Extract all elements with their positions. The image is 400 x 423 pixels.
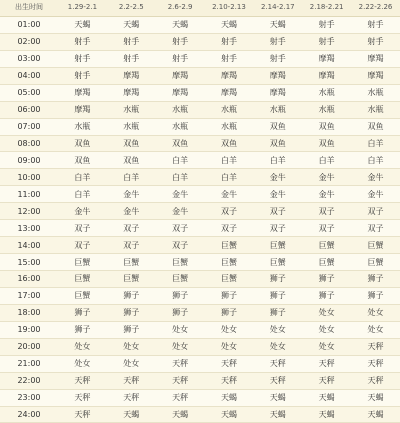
- sign-cell: 摩羯: [205, 84, 254, 101]
- header-range: 2.18-2.21: [302, 0, 351, 16]
- sign-cell: 射手: [156, 50, 205, 67]
- sign-cell: 天秤: [205, 372, 254, 389]
- table-row: [0, 135, 400, 152]
- sign-cell: 天蝎: [351, 406, 400, 423]
- sign-cell: 巨蟹: [205, 271, 254, 288]
- sign-cell: 双鱼: [302, 135, 351, 152]
- row-time: 04:00: [0, 67, 58, 84]
- row-time: 02:00: [0, 33, 58, 50]
- sign-cell: 巨蟹: [205, 254, 254, 271]
- sign-cell: 狮子: [58, 304, 107, 321]
- sign-cell: 双子: [205, 220, 254, 237]
- table-row: [0, 287, 400, 304]
- table-row: [0, 186, 400, 203]
- sign-cell: 水瓶: [58, 118, 107, 135]
- header-range: 2.6-2.9: [156, 0, 205, 16]
- sign-cell: 天秤: [351, 338, 400, 355]
- sign-cell: 射手: [205, 33, 254, 50]
- sign-cell: 白羊: [156, 152, 205, 169]
- sign-cell: 金牛: [156, 186, 205, 203]
- sign-cell: 水瓶: [351, 84, 400, 101]
- row-time: 13:00: [0, 220, 58, 237]
- sign-cell: 狮子: [58, 321, 107, 338]
- sign-cell: 摩羯: [351, 50, 400, 67]
- sign-cell: 金牛: [351, 186, 400, 203]
- sign-cell: 白羊: [156, 169, 205, 186]
- sign-cell: 摩羯: [253, 84, 302, 101]
- sign-cell: 狮子: [253, 287, 302, 304]
- row-time: 11:00: [0, 186, 58, 203]
- sign-cell: 天蝎: [156, 406, 205, 423]
- table-row: [0, 203, 400, 220]
- header-time: 出生时间: [0, 0, 58, 16]
- sign-cell: 摩羯: [351, 67, 400, 84]
- sign-cell: 射手: [205, 50, 254, 67]
- sign-cell: 双子: [205, 203, 254, 220]
- sign-cell: 白羊: [58, 169, 107, 186]
- sign-cell: 射手: [302, 33, 351, 50]
- header-range: 1.29-2.1: [58, 0, 107, 16]
- sign-cell: 双子: [58, 237, 107, 254]
- sign-cell: 天蝎: [156, 16, 205, 33]
- sign-cell: 双子: [58, 220, 107, 237]
- sign-cell: 天蝎: [253, 389, 302, 406]
- sign-cell: 双子: [156, 237, 205, 254]
- table-row: [0, 372, 400, 389]
- table-row: [0, 237, 400, 254]
- sign-cell: 射手: [107, 50, 156, 67]
- sign-cell: 摩羯: [58, 84, 107, 101]
- sign-cell: 水瓶: [156, 101, 205, 118]
- sign-cell: 天蝎: [253, 406, 302, 423]
- sign-cell: 射手: [58, 33, 107, 50]
- sign-cell: 双子: [107, 220, 156, 237]
- sign-cell: 白羊: [351, 135, 400, 152]
- sign-cell: 白羊: [107, 169, 156, 186]
- sign-cell: 狮子: [302, 287, 351, 304]
- sign-cell: 金牛: [205, 186, 254, 203]
- row-time: 21:00: [0, 355, 58, 372]
- sign-cell: 处女: [351, 321, 400, 338]
- sign-cell: 天秤: [156, 372, 205, 389]
- sign-cell: 天秤: [58, 406, 107, 423]
- sign-cell: 水瓶: [302, 101, 351, 118]
- row-time: 12:00: [0, 203, 58, 220]
- table-row: [0, 118, 400, 135]
- sign-cell: 狮子: [253, 304, 302, 321]
- sign-cell: 双子: [302, 203, 351, 220]
- sign-cell: 水瓶: [351, 101, 400, 118]
- sign-cell: 处女: [107, 355, 156, 372]
- sign-cell: 水瓶: [253, 101, 302, 118]
- sign-cell: 双鱼: [253, 135, 302, 152]
- sign-cell: 双鱼: [58, 135, 107, 152]
- table-row: [0, 406, 400, 423]
- sign-cell: 摩羯: [107, 67, 156, 84]
- sign-cell: 处女: [351, 304, 400, 321]
- sign-cell: 处女: [302, 321, 351, 338]
- sign-cell: 天蝎: [107, 406, 156, 423]
- row-time: 01:00: [0, 16, 58, 33]
- sign-cell: 水瓶: [302, 84, 351, 101]
- table-row: [0, 271, 400, 288]
- table-row: [0, 50, 400, 67]
- table-row: [0, 101, 400, 118]
- sign-cell: 天秤: [205, 355, 254, 372]
- sign-cell: 狮子: [253, 271, 302, 288]
- sign-cell: 天秤: [58, 389, 107, 406]
- table-header-row: [0, 0, 400, 16]
- sign-cell: 双子: [253, 220, 302, 237]
- sign-cell: 巨蟹: [351, 237, 400, 254]
- row-time: 24:00: [0, 406, 58, 423]
- sign-cell: 双鱼: [351, 118, 400, 135]
- sign-cell: 天蝎: [205, 16, 254, 33]
- sign-cell: 处女: [58, 355, 107, 372]
- sign-cell: 巨蟹: [156, 254, 205, 271]
- sign-cell: 摩羯: [107, 84, 156, 101]
- sign-cell: 狮子: [156, 287, 205, 304]
- sign-cell: 双子: [351, 220, 400, 237]
- sign-cell: 巨蟹: [205, 237, 254, 254]
- sign-cell: 天秤: [302, 355, 351, 372]
- sign-cell: 金牛: [253, 169, 302, 186]
- sign-cell: 射手: [58, 67, 107, 84]
- sign-cell: 射手: [351, 16, 400, 33]
- sign-cell: 射手: [107, 33, 156, 50]
- sign-cell: 射手: [253, 33, 302, 50]
- sign-cell: 狮子: [107, 287, 156, 304]
- sign-cell: 双子: [302, 220, 351, 237]
- sign-cell: 天蝎: [205, 406, 254, 423]
- row-time: 07:00: [0, 118, 58, 135]
- sign-cell: 双鱼: [302, 118, 351, 135]
- sign-cell: 处女: [302, 338, 351, 355]
- sign-cell: 摩羯: [302, 50, 351, 67]
- sign-cell: 金牛: [58, 203, 107, 220]
- sign-cell: 天秤: [302, 372, 351, 389]
- sign-cell: 双子: [351, 203, 400, 220]
- sign-cell: 双鱼: [58, 152, 107, 169]
- sign-cell: 天蝎: [58, 16, 107, 33]
- table-row: [0, 338, 400, 355]
- sign-cell: 天蝎: [107, 16, 156, 33]
- sign-cell: 水瓶: [205, 118, 254, 135]
- sign-cell: 水瓶: [205, 101, 254, 118]
- table-row: [0, 355, 400, 372]
- sign-cell: 狮子: [351, 287, 400, 304]
- sign-cell: 狮子: [205, 287, 254, 304]
- sign-cell: 摩羯: [156, 84, 205, 101]
- sign-cell: 摩羯: [156, 67, 205, 84]
- sign-cell: 巨蟹: [107, 271, 156, 288]
- row-time: 18:00: [0, 304, 58, 321]
- sign-cell: 处女: [156, 321, 205, 338]
- sign-cell: 天秤: [253, 355, 302, 372]
- sign-cell: 巨蟹: [58, 254, 107, 271]
- sign-cell: 水瓶: [156, 118, 205, 135]
- sign-cell: 白羊: [58, 186, 107, 203]
- sign-cell: 金牛: [107, 203, 156, 220]
- sign-cell: 水瓶: [107, 101, 156, 118]
- header-range: 2.14-2.17: [253, 0, 302, 16]
- sign-cell: 巨蟹: [302, 237, 351, 254]
- sign-cell: 巨蟹: [302, 254, 351, 271]
- row-time: 14:00: [0, 237, 58, 254]
- sign-cell: 处女: [107, 338, 156, 355]
- sign-cell: 巨蟹: [253, 237, 302, 254]
- row-time: 10:00: [0, 169, 58, 186]
- sign-cell: 天蝎: [302, 389, 351, 406]
- header-range: 2.22-2.26: [351, 0, 400, 16]
- table-row: [0, 16, 400, 33]
- sign-cell: 白羊: [253, 152, 302, 169]
- sign-cell: 射手: [253, 50, 302, 67]
- sign-cell: 摩羯: [253, 67, 302, 84]
- sign-cell: 金牛: [156, 203, 205, 220]
- sign-cell: 白羊: [302, 152, 351, 169]
- sign-cell: 处女: [302, 304, 351, 321]
- row-time: 23:00: [0, 389, 58, 406]
- table-row: [0, 33, 400, 50]
- sign-cell: 天蝎: [302, 406, 351, 423]
- table-row: [0, 84, 400, 101]
- sign-cell: 双鱼: [107, 135, 156, 152]
- sign-cell: 双鱼: [156, 135, 205, 152]
- sign-cell: 处女: [58, 338, 107, 355]
- sign-cell: 双鱼: [107, 152, 156, 169]
- sign-cell: 天蝎: [253, 16, 302, 33]
- sign-cell: 狮子: [107, 304, 156, 321]
- sign-cell: 天秤: [58, 372, 107, 389]
- row-time: 20:00: [0, 338, 58, 355]
- sign-cell: 天秤: [156, 355, 205, 372]
- row-time: 08:00: [0, 135, 58, 152]
- row-time: 19:00: [0, 321, 58, 338]
- sign-cell: 天秤: [107, 389, 156, 406]
- row-time: 16:00: [0, 271, 58, 288]
- sign-cell: 白羊: [205, 152, 254, 169]
- sign-cell: 摩羯: [302, 67, 351, 84]
- sign-cell: 处女: [253, 321, 302, 338]
- sign-cell: 天蝎: [351, 389, 400, 406]
- table-row: [0, 304, 400, 321]
- table-row: [0, 169, 400, 186]
- sign-cell: 处女: [205, 338, 254, 355]
- row-time: 15:00: [0, 254, 58, 271]
- row-time: 03:00: [0, 50, 58, 67]
- row-time: 06:00: [0, 101, 58, 118]
- header-range: 2.10-2.13: [205, 0, 254, 16]
- sign-cell: 狮子: [156, 304, 205, 321]
- sign-cell: 金牛: [302, 169, 351, 186]
- row-time: 22:00: [0, 372, 58, 389]
- sign-cell: 处女: [205, 321, 254, 338]
- header-range: 2.2-2.5: [107, 0, 156, 16]
- table-row: [0, 321, 400, 338]
- sign-cell: 金牛: [351, 169, 400, 186]
- sign-cell: 天秤: [351, 372, 400, 389]
- sign-cell: 处女: [253, 338, 302, 355]
- sign-cell: 金牛: [253, 186, 302, 203]
- sign-cell: 巨蟹: [58, 287, 107, 304]
- sign-cell: 射手: [351, 33, 400, 50]
- sign-cell: 天秤: [351, 355, 400, 372]
- sign-cell: 处女: [156, 338, 205, 355]
- sign-cell: 双子: [156, 220, 205, 237]
- table-row: [0, 389, 400, 406]
- sign-cell: 白羊: [205, 169, 254, 186]
- sign-cell: 双鱼: [253, 118, 302, 135]
- sign-cell: 狮子: [205, 304, 254, 321]
- table-row: [0, 67, 400, 84]
- row-time: 17:00: [0, 287, 58, 304]
- sign-cell: 狮子: [351, 271, 400, 288]
- sign-cell: 摩羯: [58, 101, 107, 118]
- sign-cell: 巨蟹: [107, 254, 156, 271]
- sign-cell: 双鱼: [205, 135, 254, 152]
- sign-cell: 巨蟹: [253, 254, 302, 271]
- sign-cell: 双子: [253, 203, 302, 220]
- sign-cell: 射手: [156, 33, 205, 50]
- row-time: 05:00: [0, 84, 58, 101]
- table-row: [0, 220, 400, 237]
- sign-cell: 金牛: [107, 186, 156, 203]
- table-row: [0, 152, 400, 169]
- sign-cell: 水瓶: [107, 118, 156, 135]
- row-time: 09:00: [0, 152, 58, 169]
- sign-cell: 狮子: [107, 321, 156, 338]
- sign-cell: 天秤: [107, 372, 156, 389]
- sign-cell: 射手: [58, 50, 107, 67]
- sign-cell: 巨蟹: [58, 271, 107, 288]
- table-row: [0, 254, 400, 271]
- sign-cell: 巨蟹: [156, 271, 205, 288]
- sign-cell: 天蝎: [205, 389, 254, 406]
- sign-cell: 射手: [302, 16, 351, 33]
- sign-cell: 天秤: [156, 389, 205, 406]
- sign-cell: 白羊: [351, 152, 400, 169]
- sign-cell: 巨蟹: [351, 254, 400, 271]
- sign-cell: 天秤: [253, 372, 302, 389]
- sign-cell: 摩羯: [205, 67, 254, 84]
- table-body: [0, 16, 400, 423]
- sign-cell: 金牛: [302, 186, 351, 203]
- sign-cell: 双子: [107, 237, 156, 254]
- sign-cell: 狮子: [302, 271, 351, 288]
